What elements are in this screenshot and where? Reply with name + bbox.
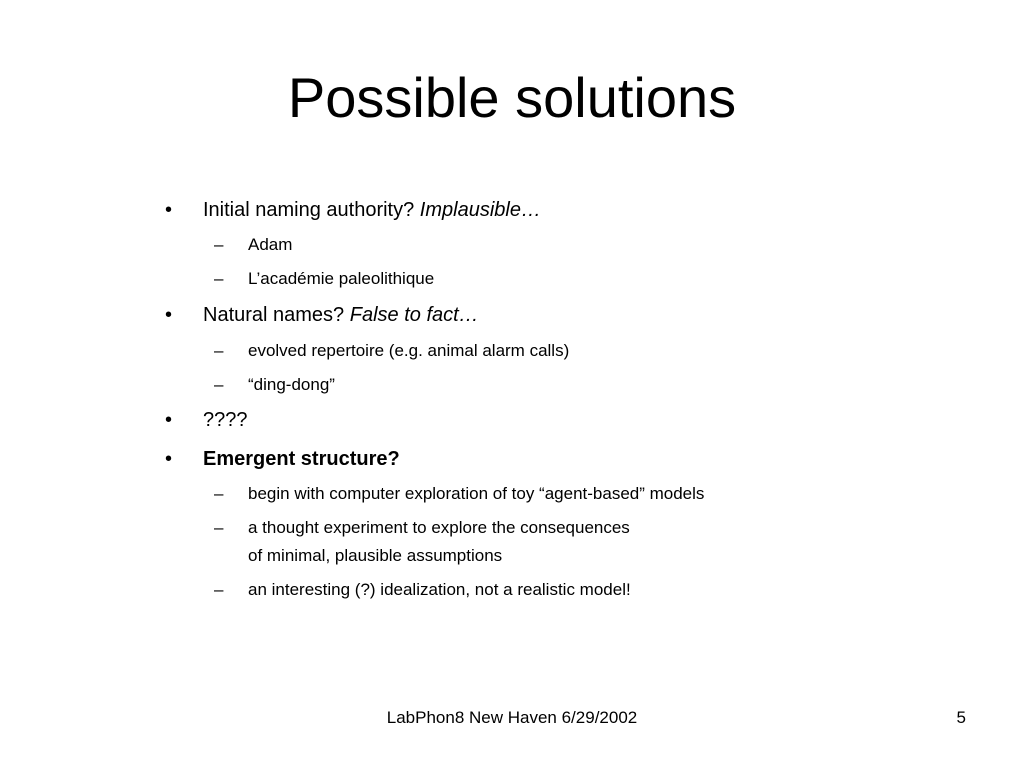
sub-bullet-text: of minimal, plausible assumptions: [248, 546, 503, 565]
sub-bullet-text: a thought experiment to explore the consequences: [248, 518, 630, 537]
dash-icon: –: [214, 518, 224, 537]
footer-text: LabPhon8 New Haven 6/29/2002: [386, 708, 638, 727]
bullet-text: Natural names?: [203, 304, 350, 326]
bullet-icon: •: [165, 199, 173, 221]
bullet-text: Emergent structure?: [203, 448, 400, 470]
sub-bullet-text: an interesting (?) idealization, not a realistic model!: [248, 580, 631, 599]
dash-icon: –: [214, 375, 224, 394]
bullet-icon: •: [165, 409, 173, 431]
dash-icon: –: [214, 235, 224, 254]
bullet-emphasis: False to fact…: [349, 304, 479, 326]
dash-icon: –: [214, 341, 224, 360]
bullet-icon: •: [165, 448, 173, 470]
bullet-emphasis: Implausible…: [419, 199, 541, 221]
sub-bullet-text: Adam: [248, 235, 293, 254]
sub-bullet-text: “ding-dong”: [248, 375, 335, 394]
sub-bullet-text: evolved repertoire (e.g. animal alarm calls): [248, 341, 570, 360]
bullet-icon: •: [165, 304, 173, 326]
sub-bullet-text: begin with computer exploration of toy “agent-based” models: [248, 484, 705, 503]
slide-title: Possible solutions: [287, 66, 737, 129]
dash-icon: –: [214, 269, 224, 288]
dash-icon: –: [214, 484, 224, 503]
sub-bullet-text: L’académie paleolithique: [248, 269, 435, 288]
bullet-text: Initial naming authority?: [203, 199, 420, 221]
bullet-text: ????: [203, 409, 248, 431]
dash-icon: –: [214, 580, 224, 599]
page-number: 5: [956, 708, 966, 727]
